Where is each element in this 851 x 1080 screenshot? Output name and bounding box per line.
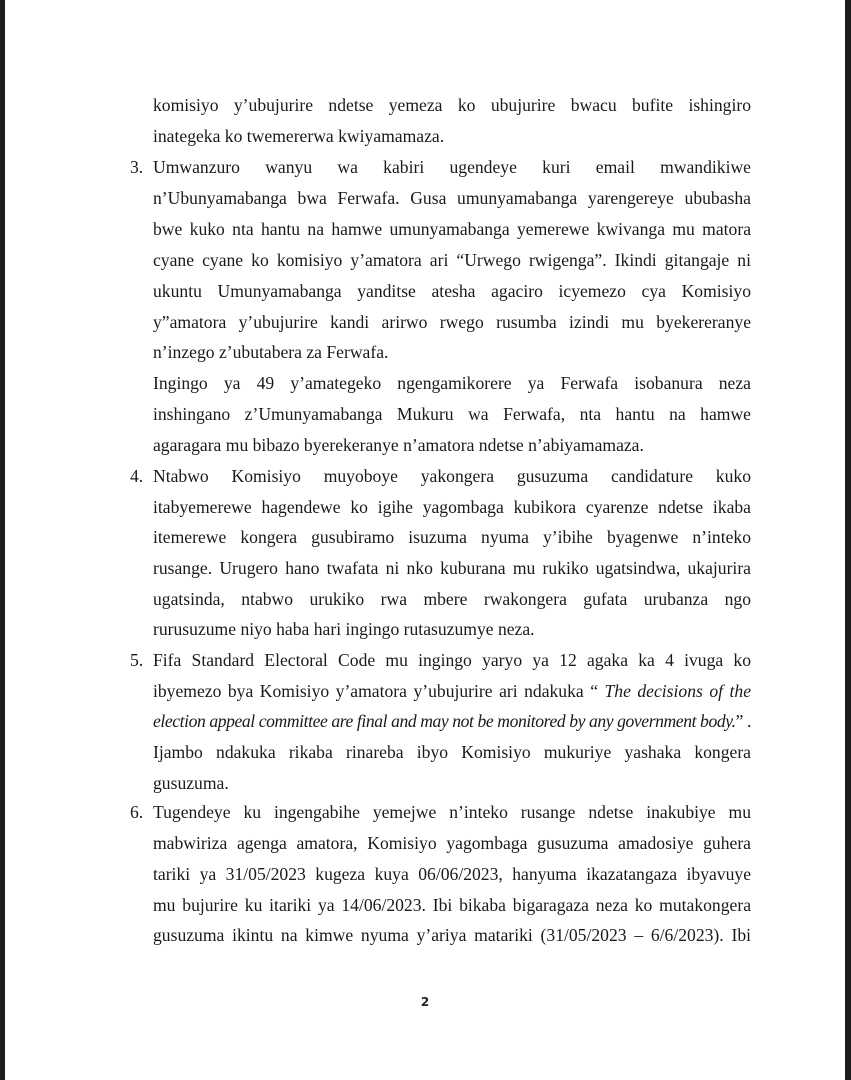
text-line — [153, 706, 751, 736]
list-item-number: 6. — [130, 802, 144, 822]
text-line: agaragara mu bibazo byerekeranye n’amatora ndetse n’abiyamamaza. — [153, 435, 644, 455]
text-line: ugatsinda, ntabwo urukiko rwa mbere rwakongera gufata urubanza ngo — [153, 589, 751, 609]
text-line: bwe kuko nta hantu na hamwe umunyamabanga yemerewe kwivanga mu matora — [153, 219, 751, 239]
quoted-text: The decisions of the — [604, 681, 751, 701]
text-line: cyane cyane ko komisiyo y’amatora ari “Urwego rwigenga”. Ikindi gitangaje ni — [153, 250, 751, 270]
list-item-number: 3. — [130, 157, 144, 177]
text-line: y”amatora y’ubujurire kandi arirwo rwego rusumba izindi mu byekereranye — [153, 312, 751, 332]
text-line: n’inzego z’ubutabera za Ferwafa. — [153, 342, 389, 362]
text-line: Fifa Standard Electoral Code mu ingingo yaryo ya 12 agaka ka 4 ivuga ko — [153, 650, 751, 670]
text-line: rurusuzume niyo haba hari ingingo rutasuzumye neza. — [153, 619, 535, 639]
page-number: 2 — [420, 995, 430, 1009]
text-line: Ntabwo Komisiyo muyoboye yakongera gusuzuma candidature kuko — [153, 466, 751, 486]
text-line: inategeka ko twemererwa kwiyamamaza. — [153, 126, 445, 146]
text-line: mabwiriza agenga amatora, Komisiyo yagombaga gusuzuma amadosiye guhera — [153, 833, 751, 853]
text-line: Umwanzuro wanyu wa kabiri ugendeye kuri email mwandikiwe — [153, 157, 751, 177]
text-line: komisiyo y’ubujurire ndetse yemeza ko ubujurire bwacu bufite ishingiro — [153, 95, 751, 115]
text-line: gusuzuma. — [153, 773, 229, 793]
text-line: Ingingo ya 49 y’amategeko ngengamikorere ya Ferwafa isobanura neza — [153, 373, 751, 393]
text-line: itemerewe kongera gusubiramo isuzuma nyuma y’ibihe byagenwe n’inteko — [153, 527, 751, 547]
quoted-text: election appeal committee are final and may not be monitored by any government body. — [153, 711, 736, 731]
text-line: rusange. Urugero hano twafata ni nko kuburana mu rukiko ugatsindwa, ukajurira — [153, 558, 751, 578]
text-line — [153, 676, 751, 706]
text-line: ukuntu Umunyamabanga yanditse atesha agaciro icyemezo cya Komisiyo — [153, 281, 751, 301]
text-line: Tugendeye ku ingengabihe yemejwe n’inteko rusange ndetse inakubiye mu — [153, 802, 751, 822]
text-line: itabyemerewe hagendewe ko igihe yagombaga kubikora cyarenze ndetse ikaba — [153, 497, 751, 517]
text-segment: ibyemezo bya Komisiyo y’amatora y’ubujurire ari ndakuka “ — [153, 681, 605, 701]
text-line: tariki ya 31/05/2023 kugeza kuya 06/06/2023, hanyuma ikazatangaza ibyavuye — [153, 864, 751, 884]
text-line: gusuzuma ikintu na kimwe nyuma y’ariya matariki (31/05/2023 – 6/6/2023). Ibi — [153, 925, 751, 945]
text-line: mu bujurire ku itariki ya 14/06/2023. Ibi bikaba bigaragaza neza ko mutakongera — [153, 895, 751, 915]
text-line: inshingano z’Umunyamabanga Mukuru wa Ferwafa, nta hantu na hamwe — [153, 404, 751, 424]
list-item-number: 4. — [130, 466, 144, 486]
document-page — [5, 0, 845, 1080]
text-segment: ” . — [735, 711, 751, 731]
list-item-number: 5. — [130, 650, 144, 670]
text-line: n’Ubunyamabanga bwa Ferwafa. Gusa umunyamabanga yarengereye ububasha — [153, 188, 751, 208]
text-line: Ijambo ndakuka rikaba rinareba ibyo Komisiyo mukuriye yashaka kongera — [153, 742, 751, 762]
